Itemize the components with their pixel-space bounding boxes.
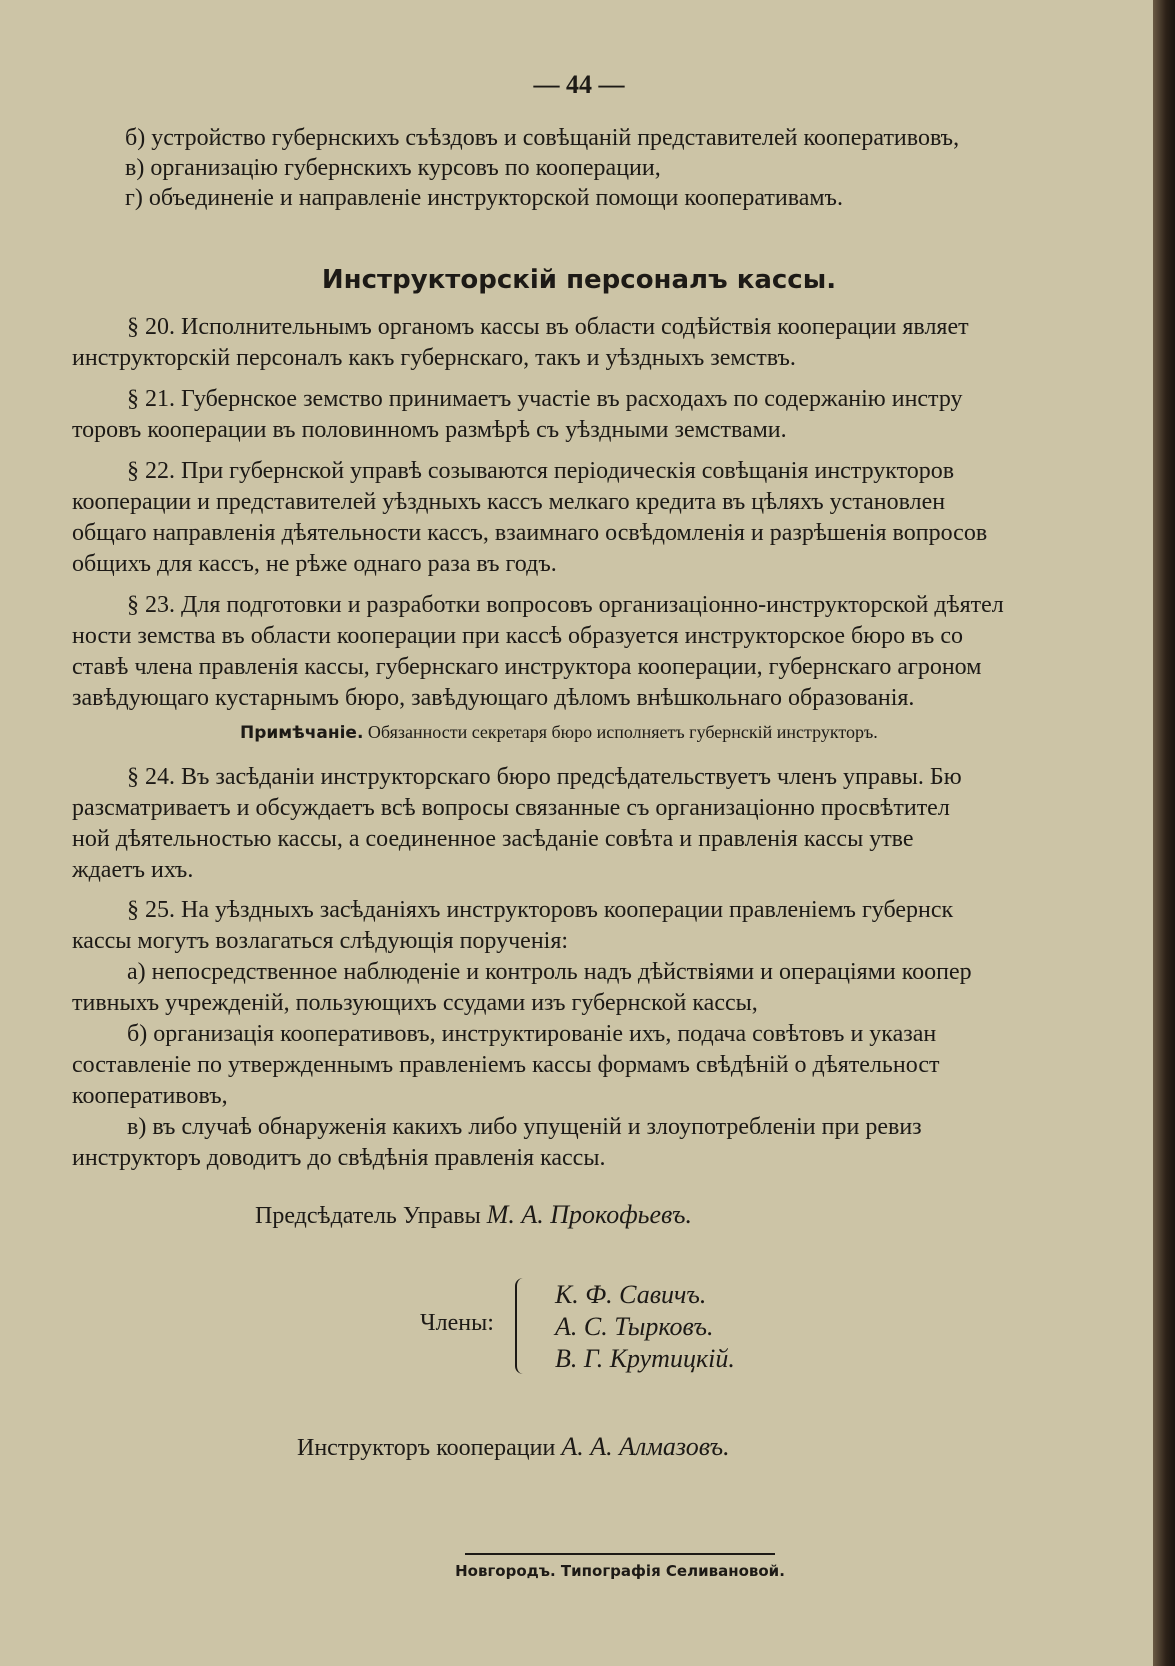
note bbox=[240, 722, 878, 743]
paragraph-22 bbox=[72, 456, 1158, 580]
instructor-title: Инструкторъ кооперации bbox=[297, 1435, 556, 1461]
instructor-signature bbox=[297, 1432, 730, 1462]
member-name bbox=[555, 1280, 706, 1310]
text-line: инструкторъ доводитъ до свѣдѣнія правленія кассы. bbox=[72, 1145, 606, 1171]
paragraph-24 bbox=[72, 762, 1158, 886]
text-line: § 22. При губернской управѣ созываются періодическія совѣщанія инструкторов bbox=[127, 458, 955, 484]
note-label: Примѣчаніе. bbox=[240, 723, 364, 743]
text-line: разсматриваетъ и обсуждаетъ всѣ вопросы связанные съ организаціонно просвѣтител bbox=[72, 795, 950, 821]
text-line: кооперации и представителей уѣздныхъ кассъ мелкаго кредита въ цѣляхъ установлен bbox=[72, 489, 946, 515]
text-line: § 21. Губернское земство принимаетъ участіе въ расходахъ по содержанію инстру bbox=[127, 386, 963, 412]
text-line: кассы могутъ возлагаться слѣдующія порученія: bbox=[72, 928, 569, 954]
text-line: в) въ случаѣ обнаруженія какихъ либо упущеній и злоупотребленіи при ревиз bbox=[127, 1114, 922, 1140]
text-line: § 23. Для подготовки и разработки вопросовъ организаціонно-инструкторской дѣятел bbox=[127, 592, 1004, 618]
member-name bbox=[555, 1312, 713, 1342]
text-line: ности земства въ области кооперации при кассѣ образуется инструкторское бюро въ со bbox=[72, 623, 963, 649]
text-line: § 20. Исполнительнымъ органомъ кассы въ области содѣйствія кооперации являет bbox=[127, 314, 969, 340]
text-line: кооперативовъ, bbox=[72, 1083, 228, 1109]
text-line: общаго направленія дѣятельности кассъ, взаимнаго освѣдомленія и разрѣшенія вопросов bbox=[72, 520, 988, 546]
member-name bbox=[555, 1344, 735, 1374]
section-heading: Инструкторскій персоналъ кассы. bbox=[321, 265, 837, 295]
list-item: б) устройство губернскихъ съѣздовъ и совѣщаній представителей кооперативовъ, bbox=[125, 125, 960, 151]
paragraph-25 bbox=[72, 895, 1158, 1174]
member-name-text: К. Ф. Савичъ. bbox=[555, 1280, 707, 1309]
text-line: завѣдующаго кустарнымъ бюро, завѣдующаго дѣломъ внѣшкольнаго образованія. bbox=[72, 685, 915, 711]
text-line: § 24. Въ засѣданіи инструкторскаго бюро предсѣдательствуетъ членъ управы. Бю bbox=[127, 764, 962, 790]
text-line: ной дѣятельностью кассы, а соединенное засѣданіе совѣта и правленія кассы утве bbox=[72, 826, 914, 852]
paragraph-23 bbox=[72, 590, 1158, 714]
page-number: — 44 — bbox=[533, 70, 625, 99]
text-line: а) непосредственное наблюденіе и контроль надъ дѣйствіями и операціями коопер bbox=[127, 959, 972, 985]
text-line: торовъ кооперации въ половинномъ размѣрѣ съ уѣздными земствами. bbox=[72, 417, 787, 443]
text-line: ждаетъ ихъ. bbox=[72, 857, 194, 883]
instructor-name: А. А. Алмазовъ. bbox=[561, 1432, 730, 1461]
text-line: общихъ для кассъ, не рѣже однаго раза въ годъ. bbox=[72, 551, 557, 577]
members-brace bbox=[515, 1278, 531, 1374]
member-name-text: В. Г. Крутицкій. bbox=[555, 1344, 735, 1373]
members-label: Члены: bbox=[420, 1310, 494, 1336]
text-line: ставѣ члена правленія кассы, губернскаго инструктора кооперации, губернскаго агроном bbox=[72, 654, 982, 680]
list-item: в) организацію губернскихъ курсовъ по кооперации, bbox=[125, 155, 661, 181]
paragraph-20 bbox=[72, 312, 1158, 374]
page-edge bbox=[1153, 0, 1175, 1666]
divider bbox=[465, 1553, 775, 1555]
printer-imprint: Новгородъ. Типографія Селивановой. bbox=[455, 1562, 785, 1580]
text-line: тивныхъ учрежденій, пользующихъ ссудами изъ губернской кассы, bbox=[72, 990, 758, 1016]
text-line: инструкторскій персоналъ какъ губернскаго, такъ и уѣздныхъ земствъ. bbox=[72, 345, 796, 371]
paragraph-21 bbox=[72, 384, 1158, 446]
text-line: б) организація кооперативовъ, инструктированіе ихъ, подача совѣтовъ и указан bbox=[127, 1021, 937, 1047]
note-text: Обязанности секретаря бюро исполняетъ губернскій инструкторъ. bbox=[367, 722, 878, 742]
chair-name: М. А. Прокофьевъ. bbox=[486, 1200, 692, 1229]
member-name-text: А. С. Тырковъ. bbox=[555, 1312, 714, 1341]
text-line: § 25. На уѣздныхъ засѣданіяхъ инструкторовъ кооперации правленіемъ губернск bbox=[127, 897, 954, 923]
list-item: г) объединеніе и направленіе инструкторской помощи кооперативамъ. bbox=[125, 185, 843, 211]
text-line: составленіе по утвержденнымъ правленіемъ кассы формамъ свѣдѣній о дѣятельност bbox=[72, 1052, 940, 1078]
chair-signature bbox=[255, 1200, 692, 1230]
chair-title: Предсѣдатель Управы bbox=[255, 1203, 481, 1229]
